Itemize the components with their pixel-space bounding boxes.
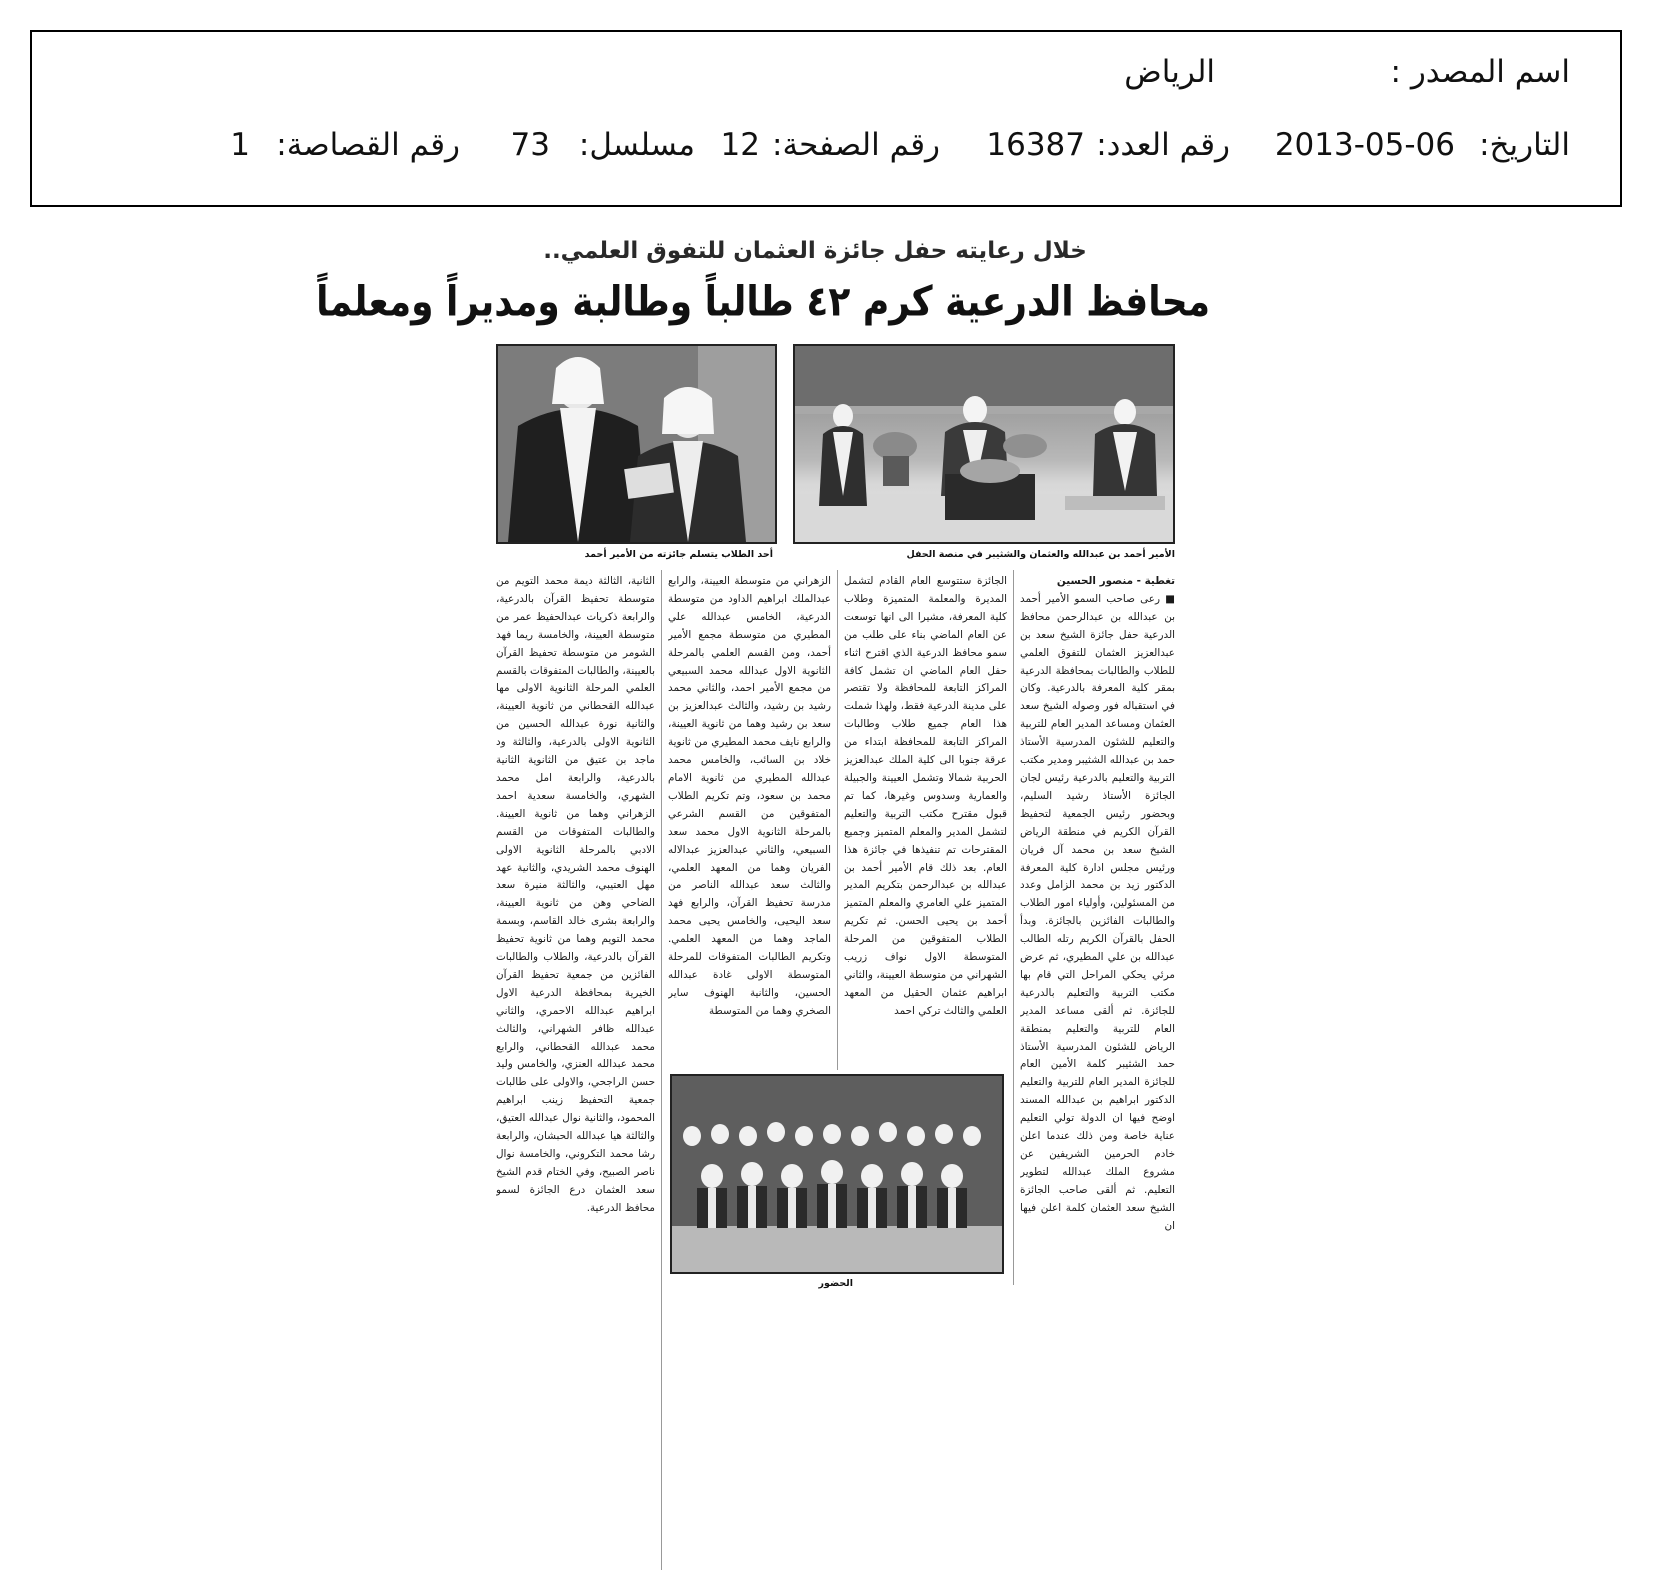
column-rule — [837, 570, 838, 1070]
column-rule — [1013, 570, 1014, 1285]
award-photo-caption: أحد الطلاب يتسلم جائزته من الأمير أحمد — [584, 549, 773, 560]
award-photo — [496, 344, 777, 544]
serial-label: مسلسل: — [578, 127, 695, 163]
article-column-4 — [496, 573, 655, 1285]
date-label: التاريخ: — [1479, 127, 1570, 163]
award-photo-image — [498, 346, 775, 542]
audience-photo — [670, 1074, 1004, 1274]
page-label: رقم الصفحة: — [772, 127, 940, 163]
issue-label: رقم العدد: — [1096, 127, 1230, 163]
article-column-1 — [1020, 573, 1175, 1285]
clip-value: 1 — [230, 127, 250, 163]
article-column-3 — [668, 573, 831, 1058]
clip-label: رقم القصاصة: — [276, 127, 460, 163]
stage-photo — [793, 344, 1175, 544]
serial-value: 73 — [510, 127, 550, 163]
audience-photo-caption: الحضور — [818, 1278, 853, 1289]
article-column-1-text: ■ رعى صاحب السمو الأمير أحمد بن عبدالله بن عبدالرحمن محافظ الدرعية حفل جائزة الشيخ سعد بن عبدالعزيز العثمان للتفوق العلمي للطلاب والطالبات بمحافظة الدرعية بمقر كلية المعرفة بالدرعية. وكان في استقباله فور وصوله الشيخ سعد العثمان ومساعد المدير العام للتربية والتعليم للشئون المدرسية الأستاذ حمد بن عبدالله الشثيبر ومدير مكتب التربية والتعليم بالدرعية رئيس لجان الجائزة الأستاذ رشيد السليم، وبحضور رئيس الجمعية لتحفيظ القرآن الكريم في منطقة الرياض الشيخ سعد بن محمد آل فريان ورئيس مجلس ادارة كلية المعرفة الدكتور زيد بن محمد الزامل وعدد من المسئولين، وأولياء امور الطلاب والطالبات الفائزين بالجائزة. وبدأ الحفل بالقرآن الكريم رتله الطالب عبدالله بن علي المطيري، ثم عرض مرئي يحكي المراحل التي قام بها مكتب التربية والتعليم بالدرعية للجائزة. ثم ألقى مساعد المدير العام للتربية والتعليم بمنطقة الرياض للشئون المدرسية الأستاذ حمد الشثيبر كلمة الأمين العام للجائزة المدير العام للتربية والتعليم الدكتور ابراهيم بن عبدالله المسند اوضح فيها ان الدولة تولي التعليم عناية خاصة ومن ذلك عندما اعلن خادم الحرمين الشريفين عن مشروع الملك عبدالله لتطوير التعليم. ثم ألقى صاحب الجائزة الشيخ سعد العثمان كلمة اعلن فيها ان — [1020, 592, 1175, 1232]
article-headline: محافظ الدرعية كرم ٤٢ طالباً وطالبة ومديراً ومعلماً — [316, 278, 1210, 327]
article-byline: تغطية - منصور الحسين — [1056, 575, 1175, 587]
page-value: 12 — [720, 127, 760, 163]
column-rule — [661, 570, 662, 1570]
article-kicker: خلال رعايته حفل جائزة العثمان للتفوق العلمي.. — [543, 238, 1087, 264]
article-column-2-text: الجائزة ستتوسع العام القادم لتشمل المديرة والمعلمة المتميزة وطلاب كلية المعرفة، مشيرا الى انها توسعت عن العام الماضي بناء على طلب من سمو محافظ الدرعية الذي اقترح اثناء حفل العام الماضي ان تشمل كافة المراكز التابعة للمحافظة ولا تقتصر على مدينة الدرعية فقط، ولهذا شملت هذا العام جميع طلاب وطالبات المراكز التابعة للمحافظة ابتداء من عرقة جنوبا الى كلية الملك عبدالعزيز الحربية شمالا وتشمل العيينة والجبيلة والعمارية وسدوس وغيرها، كما تم قبول مقترح مكتب التربية والتعليم لتشمل المدير والمعلم المتميز وجميع المقترحات تم تنفيذها في جائزة هذا العام. بعد ذلك قام الأمير أحمد بن عبدالله بن عبدالرحمن بتكريم المدير المتميز علي العامري والمعلم المتميز أحمد بن يحيى الحسن. ثم تكريم الطلاب المتفوقين من المرحلة المتوسطة الاول نواف زريب الشهراني من متوسطة العيينة، والثاني ابراهيم عثمان الحقيل من المعهد العلمي والثالث تركي احمد — [844, 575, 1007, 1017]
article-column-2 — [844, 573, 1007, 1058]
stage-photo-image — [795, 346, 1173, 542]
article-column-3-text: الزهراني من متوسطة العيينة، والرابع عبدالملك ابراهيم الداود من متوسطة الدرعية، الخامس عبدالله علي المطيري من متوسطة مجمع الأمير أحمد، ومن القسم العلمي بالمرحلة الثانوية الاول عبدالله محمد السبيعي من مجمع الأمير احمد، والثاني محمد رشيد بن رشيد، والثالث عبدالعزيز بن سعد بن رشيد وهما من ثانوية العيينة، والرابع نايف محمد المطيري من ثانوية خلاد بن السائب، والخامس محمد عبدالله المطيري من ثانوية الامام محمد بن سعود، وتم تكريم الطلاب المتفوقين من القسم الشرعي بالمرحلة الثانوية الاول محمد سعد السبيعي، والثاني عبدالعزيز عبدالاله الفريان وهما من المعهد العلمي، والثالث سعد عبدالله الناصر من مدرسة تحفيظ القرآن، والرابع فهد سعد اليحيى، والخامس يحيى محمد الماجد وهما من المعهد العلمي. وتكريم الطالبات المتفوقات للمرحلة المتوسطة الاولى غادة عبدالله الحسين، والثانية الهنوف ساير الصخري وهما من المتوسطة — [668, 575, 831, 1017]
audience-photo-image — [672, 1076, 1002, 1272]
source-name-label: اسم المصدر : — [1390, 54, 1570, 90]
issue-value: 16387 — [986, 127, 1085, 163]
article-column-4-text: الثانية، الثالثة ديمة محمد التويم من متوسطة تحفيظ القرآن بالدرعية، والرابعة ذكريات عبدالحفيظ عمر من متوسطة العيينة، والخامسة ريما فهد الشومر من متوسطة تحفيظ القرآن بالعيينة، والطالبات المتفوقات بالقسم العلمي المرحلة الثانوية الاولى مها عبدالله القحطاني من ثانوية العيينة، والثانية نورة عبدالله الحسين من الثانوية الاولى بالدرعية، والثالثة ود ماجد بن عتيق من الثانوية الثانية بالدرعية، والرابعة امل محمد الشهري، والخامسة سعدية احمد الزهراني وهما من ثانوية العيينة. والطالبات المتفوقات من القسم الادبي بالمرحلة الثانوية الاولى الهنوف محمد الشريدي، والثانية عهد مهل العتيبي، والثالثة منيرة سعد الضاحي وهن من ثانوية العيينة، والرابعة بشرى خالد القاسم، وبسمة محمد التويم وهما من ثانوية تحفيظ القرآن بالدرعية، والطلاب والطالبات الفائزين من جمعية تحفيظ القرآن الخيرية بمحافظة الدرعية الاول ابراهيم عبدالله الاحمري، والثاني عبدالله ظافر الشهراني، والثالث محمد عبدالله القحطاني، والرابع محمد عبدالله العنزي، والخامس وليد حسن الراجحي، والاولى على طالبات جمعية التحفيظ زينب ابراهيم المحمود، والثانية نوال عبدالله العتيق، والثالثة هيا عبدالله الحبشان، والرابعة رشا محمد التكروني، والخامسة نوال ناصر الصبيح، وفي الختام قدم الشيخ سعد العثمان درع الجائزة لسمو محافظ الدرعية. — [496, 575, 655, 1214]
stage-photo-caption: الأمير أحمد بن عبدالله والعثمان والشثيبر في منصة الحفل — [906, 549, 1175, 560]
source-name-value: الرياض — [1124, 54, 1215, 90]
date-value: 2013-05-06 — [1274, 127, 1455, 163]
